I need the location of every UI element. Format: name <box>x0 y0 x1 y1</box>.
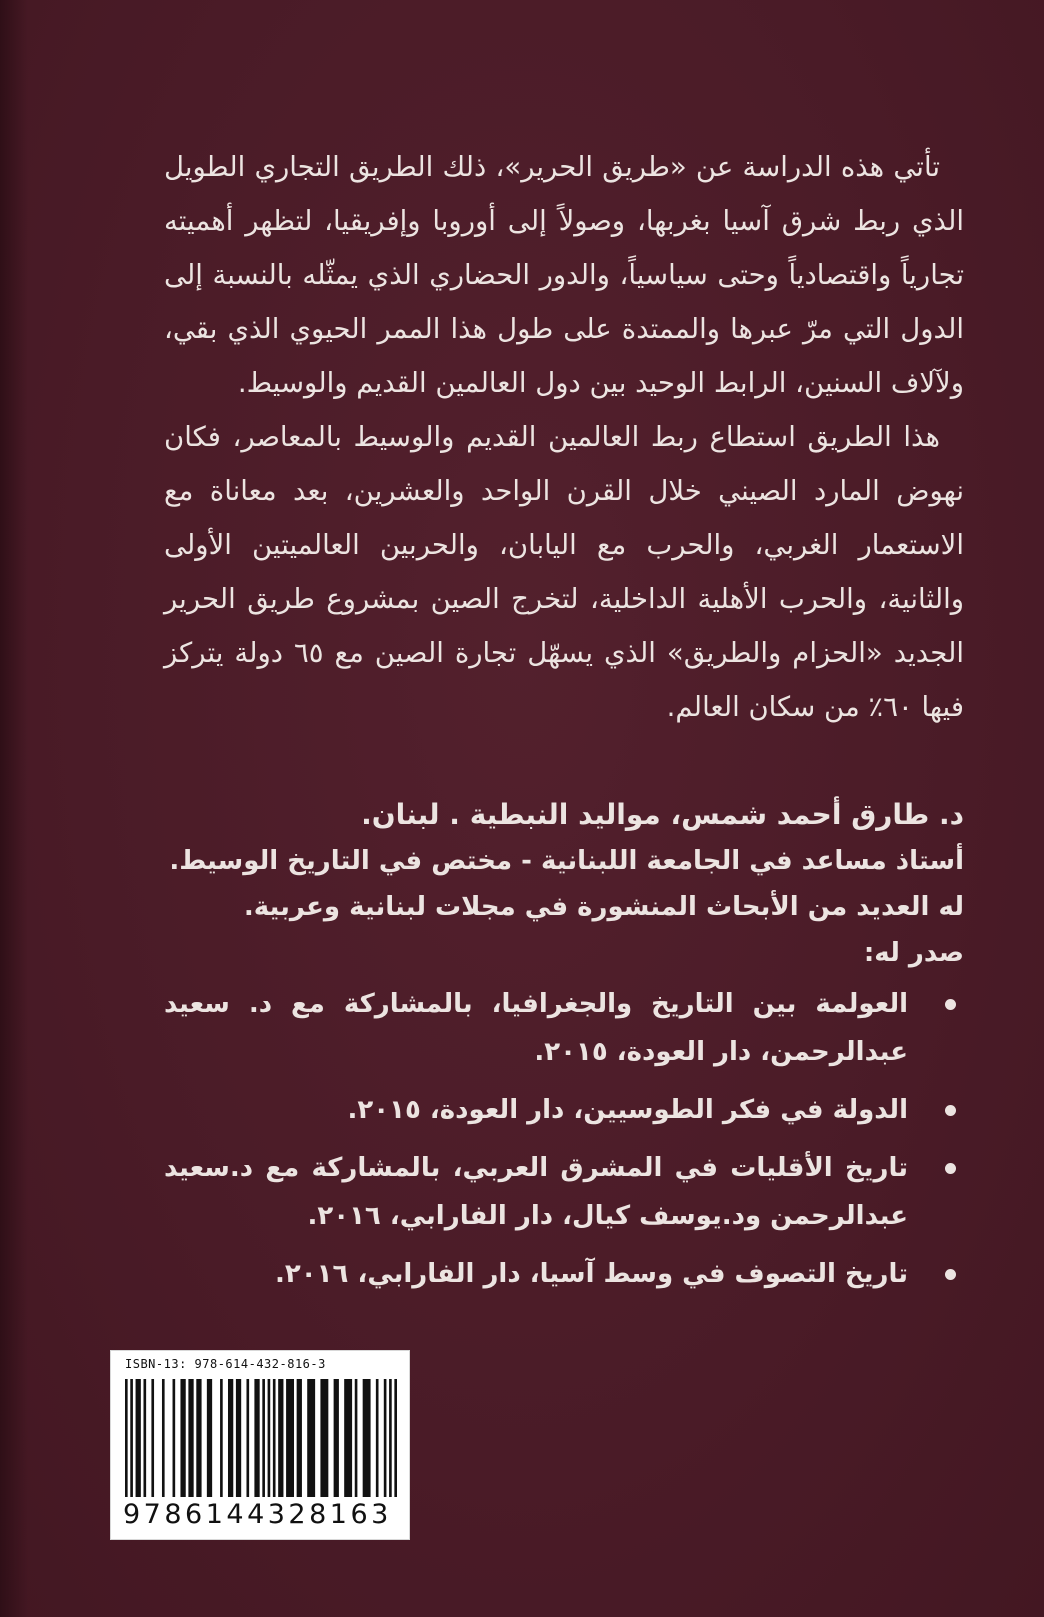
barcode-bar <box>254 1379 259 1497</box>
published-work-text: تاريخ التصوف في وسط آسيا، دار الفارابي، ٢٠١٦. <box>275 1259 908 1289</box>
barcode-bar <box>125 1379 128 1497</box>
barcode-bar <box>262 1379 265 1497</box>
bullet-icon <box>945 1105 956 1116</box>
barcode-bar <box>320 1379 328 1497</box>
barcode-bar <box>246 1379 249 1497</box>
published-work-text: الدولة في فكر الطوسيين، دار العودة، ٢٠١٥. <box>347 1095 908 1125</box>
published-work-item <box>164 1144 964 1240</box>
bullet-icon <box>945 1163 956 1174</box>
barcode-bar <box>207 1379 212 1497</box>
barcode-bar <box>236 1379 241 1497</box>
barcode-bar <box>143 1379 146 1497</box>
isbn-number: 9786144328163 <box>123 1499 392 1530</box>
isbn-barcode <box>110 1350 410 1540</box>
barcode-bar <box>278 1379 283 1497</box>
barcode-bar <box>162 1379 165 1497</box>
author-research-line: له العديد من الأبحاث المنشورة في مجلات لبنانية وعربية. <box>243 892 964 922</box>
barcode-bar <box>389 1379 392 1497</box>
published-work-item <box>164 1250 964 1298</box>
barcode-bar <box>355 1379 358 1497</box>
barcode-bar <box>344 1379 352 1497</box>
barcode-bar <box>151 1379 154 1497</box>
author-name-line: د. طارق أحمد شمس، مواليد النبطية . لبنان. <box>361 798 964 831</box>
book-blurb <box>164 140 964 734</box>
spine-shadow <box>0 0 28 1617</box>
barcode-bar <box>297 1379 302 1497</box>
barcode-bar <box>228 1379 233 1497</box>
bullet-icon <box>945 1269 956 1280</box>
barcode-bar <box>196 1379 201 1497</box>
barcode-bar <box>384 1379 387 1497</box>
barcode-bar <box>376 1379 379 1497</box>
blurb-paragraph-1: تأتي هذه الدراسة عن «طريق الحرير»، ذلك الطريق التجاري الطويل الذي ربط شرق آسيا بغربها، وصولاً إلى أوروبا وإفريقيا، لتظهر أهميته تجارياً واقتصادياً وحتى سياسياً، والدور الحضاري الذي يمثّله بالنسبة إلى الدول التي مرّ عبرها والممتدة على طول هذا الممر الحيوي الذي بقي، ولآلاف السنين، الرابط الوحيد بين دول العالمين القديم والوسيط. <box>164 151 964 399</box>
bullet-icon <box>945 999 956 1010</box>
blurb-paragraph-2: هذا الطريق استطاع ربط العالمين القديم والوسيط بالمعاصر، فكان نهوض المارد الصيني خلال القرن الواحد والعشرين، بعد معاناة مع الاستعمار الغربي، والحرب مع اليابان، والحربين العالميتين الأولى والثانية، والحرب الأهلية الداخلية، لتخرج الصين بمشروع طريق الحرير الجديد «الحزام والطريق» الذي يسهّل تجارة الصين مع ٦٥ دولة يتركز فيها ٦٠٪ من سكان العالم. <box>164 421 964 723</box>
published-work-text: تاريخ الأقليات في المشرق العربي، بالمشاركة مع د.سعيد عبدالرحمن ود.يوسف كيال، دار الفارابي، ٢٠١٦. <box>164 1153 908 1231</box>
published-works-heading: صدر له: <box>863 938 964 968</box>
barcode-bar <box>180 1379 185 1497</box>
isbn-label: ISBN-13: 978-614-432-816-3 <box>125 1357 326 1371</box>
barcode-bar <box>188 1379 193 1497</box>
barcode-bar <box>307 1379 315 1497</box>
barcode-bar <box>130 1379 133 1497</box>
barcode-bars <box>125 1379 397 1497</box>
barcode-bar <box>173 1379 176 1497</box>
barcode-bar <box>220 1379 223 1497</box>
barcode-bar <box>334 1379 339 1497</box>
author-position-line: أستاذ مساعد في الجامعة اللبنانية - مختص في التاريخ الوسيط. <box>169 846 964 876</box>
barcode-bar <box>273 1379 276 1497</box>
published-works-list <box>164 980 964 1298</box>
barcode-bar <box>363 1379 371 1497</box>
published-work-text: العولمة بين التاريخ والجغرافيا، بالمشاركة مع د. سعيد عبدالرحمن، دار العودة، ٢٠١٥. <box>164 989 908 1067</box>
author-bio <box>164 792 964 1308</box>
barcode-bar <box>286 1379 294 1497</box>
barcode-bar <box>394 1379 397 1497</box>
barcode-bar <box>268 1379 271 1497</box>
published-work-item <box>164 980 964 1076</box>
published-work-item <box>164 1086 964 1134</box>
barcode-bar <box>136 1379 141 1497</box>
